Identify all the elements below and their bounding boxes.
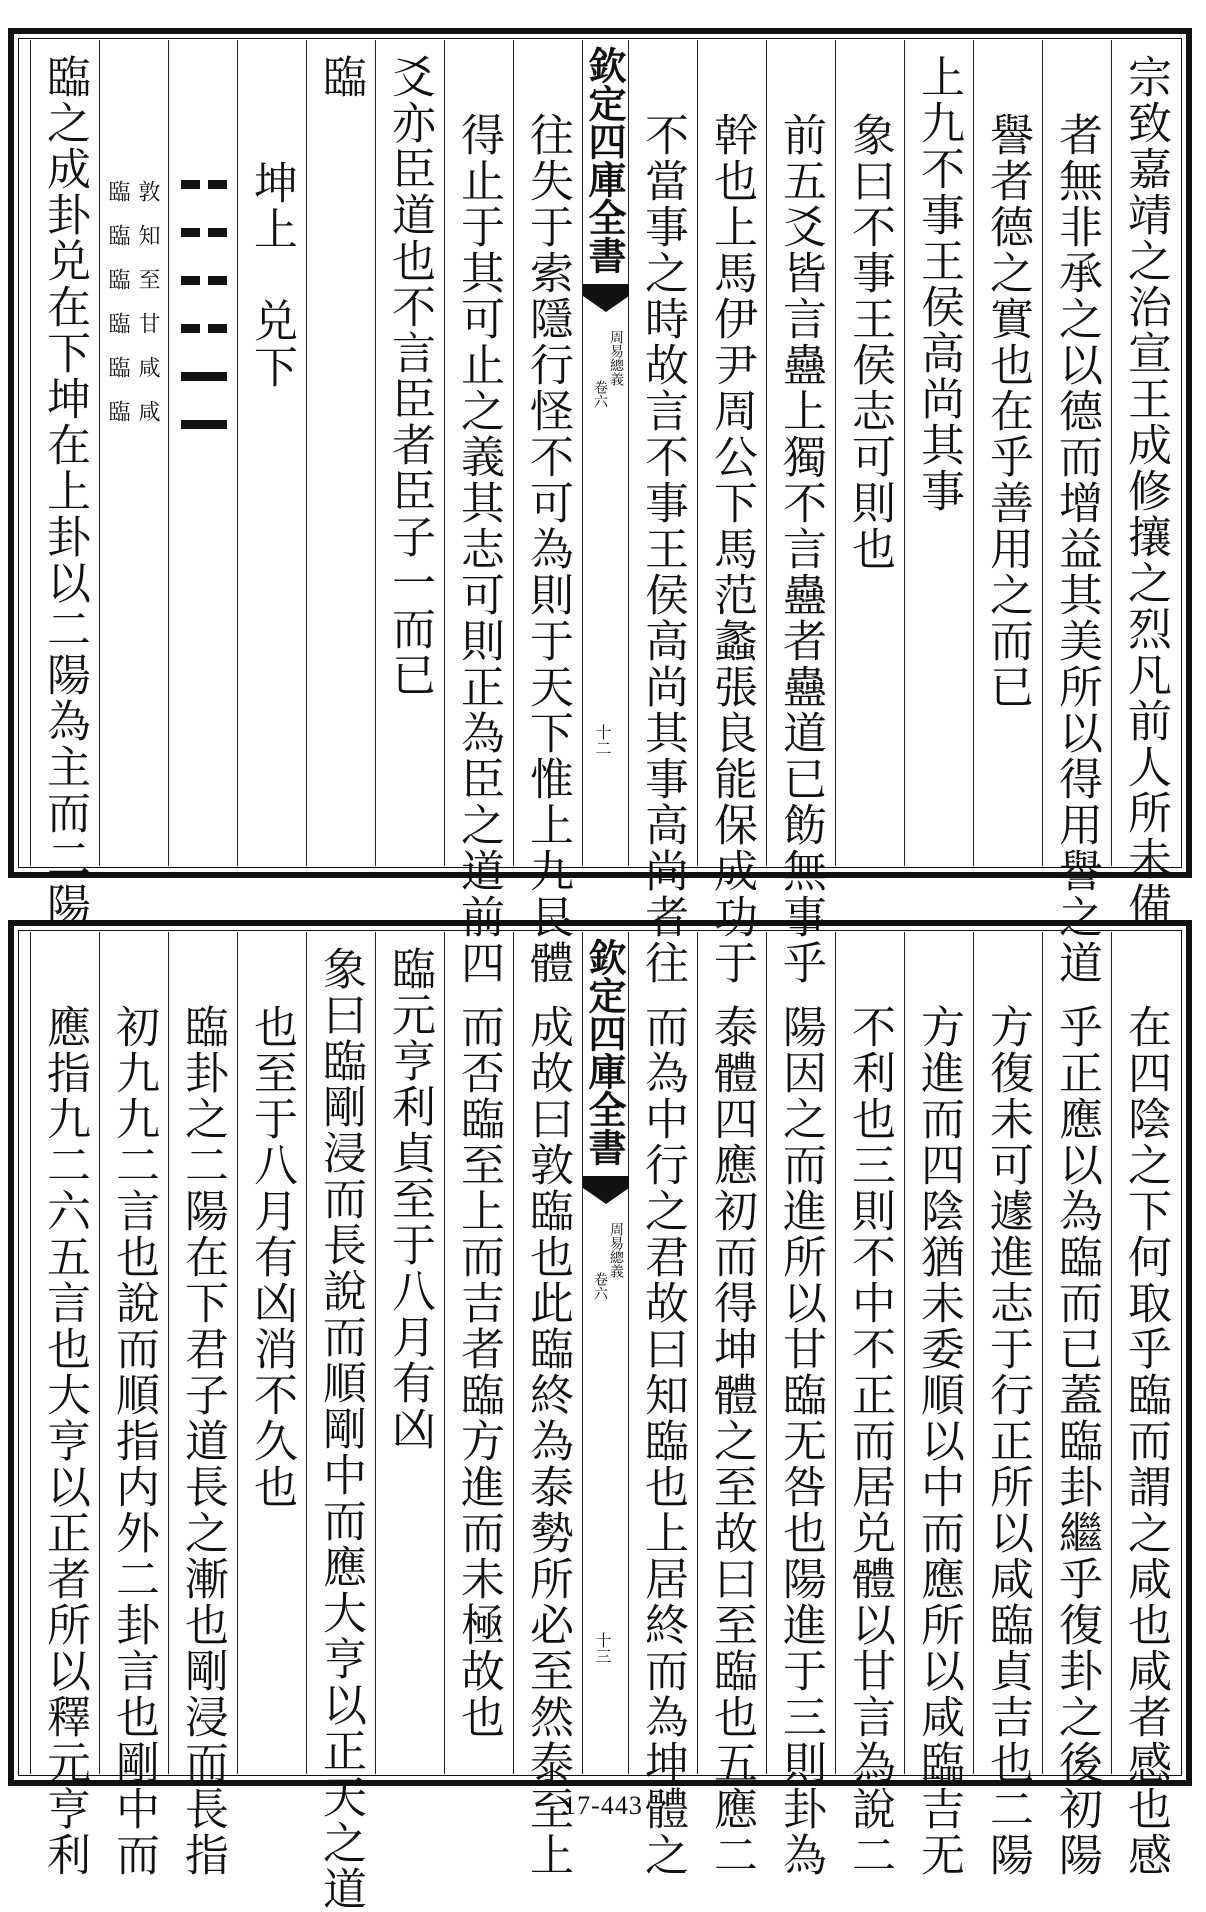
gutter-title: 欽定四庫全書 xyxy=(582,938,627,1166)
gutter-title: 欽定四庫全書 xyxy=(582,46,627,274)
text-column xyxy=(1111,40,1180,928)
column-text: 爻亦臣道也不言臣者臣子一而已 xyxy=(384,54,435,698)
text-column xyxy=(444,40,513,986)
text-column xyxy=(628,40,697,986)
text-column xyxy=(1042,40,1111,986)
yin-line xyxy=(181,228,227,237)
text-column xyxy=(99,932,168,1878)
yin-line xyxy=(181,180,227,189)
text-column xyxy=(168,932,237,1878)
yang-line xyxy=(181,420,227,429)
column-text: 不當事之時故言不事王侯高尚其事高尚者往 xyxy=(637,112,688,986)
column-text: 在四陰之下何取乎臨而謂之咸也咸者感也感 xyxy=(1120,1004,1171,1878)
column-text: 臨之成卦兑在下坤在上卦以二陽為主而二陽 xyxy=(39,54,90,928)
text-column xyxy=(904,40,973,866)
text-column xyxy=(973,932,1042,1878)
text-column xyxy=(30,40,99,928)
column-text: 方復未可遽進志于行正所以咸臨貞吉也二陽 xyxy=(982,1004,1033,1878)
line-names-column xyxy=(99,40,168,866)
column-text: 成故曰敦臨也此臨終為泰勢所必至然泰至上 xyxy=(522,1004,573,1878)
gutter-volume: 卷六 xyxy=(592,1272,608,1300)
column-text: 譽者德之實也在乎善用之而已 xyxy=(982,112,1033,710)
column-text: 泰體四應初而得坤體之至故曰至臨也五應二 xyxy=(706,1004,757,1878)
column-text: 也至于八月有凶消不久也 xyxy=(246,1004,297,1510)
top-columns xyxy=(24,40,1180,986)
gutter-book-title: 周易總義 xyxy=(608,1222,624,1278)
column-text: 陽因之而進所以甘臨无咎也陽進于三則卦為 xyxy=(775,1004,826,1878)
trigram-label: 坤上 兑下 xyxy=(246,160,297,390)
text-column xyxy=(237,932,306,1774)
column-text: 乎正應以為臨而已蓋臨卦繼乎復卦之後初陽 xyxy=(1051,1004,1102,1878)
hexagram-name-column xyxy=(306,40,375,866)
column-text: 而為中行之君故曰知臨也上居終而為坤體之 xyxy=(637,1004,688,1878)
text-column xyxy=(628,932,697,1878)
text-column xyxy=(513,932,582,1878)
center-gutter xyxy=(582,932,628,1774)
text-column xyxy=(973,40,1042,866)
column-text: 前五爻皆言蠱上獨不言蠱者蠱道已飭無事乎 xyxy=(775,112,826,986)
fishtail-mark-icon xyxy=(583,1176,629,1204)
line-names-right: 敦知至甘咸咸 xyxy=(135,180,160,444)
column-text: 往失于索隱行怪不可為則于天下惟上九艮體 xyxy=(522,112,573,986)
yang-line xyxy=(181,372,227,381)
top-page xyxy=(0,28,1206,986)
hexagram-name: 臨 xyxy=(315,54,366,100)
column-text: 而否臨至上而吉者臨方進而未極故也 xyxy=(453,1004,504,1740)
column-text: 象曰臨剛浸而長說而順剛中而應大亨以正天之道 xyxy=(315,946,366,1912)
text-column xyxy=(306,932,375,1912)
column-text: 宗致嘉靖之治宣王成修攘之烈凡前人所未備 xyxy=(1120,54,1171,928)
text-column xyxy=(835,40,904,866)
text-column xyxy=(1111,932,1180,1878)
yin-line xyxy=(181,324,227,333)
text-column xyxy=(375,932,444,1774)
column-text: 方進而四陰猶未委順以中而應所以咸臨吉无 xyxy=(913,1004,964,1878)
text-column xyxy=(835,932,904,1878)
column-text: 得止于其可止之義其志可則正為臣之道前四 xyxy=(453,112,504,986)
hexagram-column xyxy=(168,40,237,866)
column-text: 者無非承之以德而增益其美所以得用譽之道 xyxy=(1051,112,1102,986)
text-column xyxy=(513,40,582,986)
page-number: 17-443 xyxy=(563,1791,643,1820)
text-column xyxy=(444,932,513,1774)
column-text: 不利也三則不中不正而居兑體以甘言為說二 xyxy=(844,1004,895,1878)
line-names-left: 臨臨臨臨臨臨 xyxy=(105,180,130,444)
trigram-column xyxy=(237,40,306,866)
hexagram-lin-icon xyxy=(181,180,227,468)
text-column xyxy=(766,40,835,986)
text-column xyxy=(697,40,766,986)
gutter-page-number: 十三 xyxy=(593,1632,612,1664)
column-text: 臨元亨利貞至于八月有凶 xyxy=(384,946,435,1452)
column-text: 應指九二六五言也大亨以正者所以釋元亨利 xyxy=(39,1004,90,1878)
column-text: 臨卦之二陽在下君子道長之漸也剛浸而長指 xyxy=(177,1004,228,1878)
yin-line xyxy=(181,276,227,285)
gutter-book-title: 周易總義 xyxy=(608,330,624,386)
column-text: 幹也上馬伊尹周公下馬范蠡張良能保成功于 xyxy=(706,112,757,986)
fishtail-mark-icon xyxy=(583,284,629,312)
text-column xyxy=(904,932,973,1878)
text-column xyxy=(30,932,99,1878)
text-column xyxy=(766,932,835,1878)
text-column xyxy=(375,40,444,866)
text-column xyxy=(1042,932,1111,1878)
center-gutter xyxy=(582,40,628,866)
text-column xyxy=(697,932,766,1878)
gutter-volume: 卷六 xyxy=(592,380,608,408)
column-text: 上九不事王侯高尚其事 xyxy=(913,54,964,514)
gutter-page-number: 十二 xyxy=(593,724,612,756)
column-text: 象曰不事王侯志可則也 xyxy=(844,112,895,572)
column-text: 初九九二言也說而順指内外二卦言也剛中而 xyxy=(108,1004,159,1878)
